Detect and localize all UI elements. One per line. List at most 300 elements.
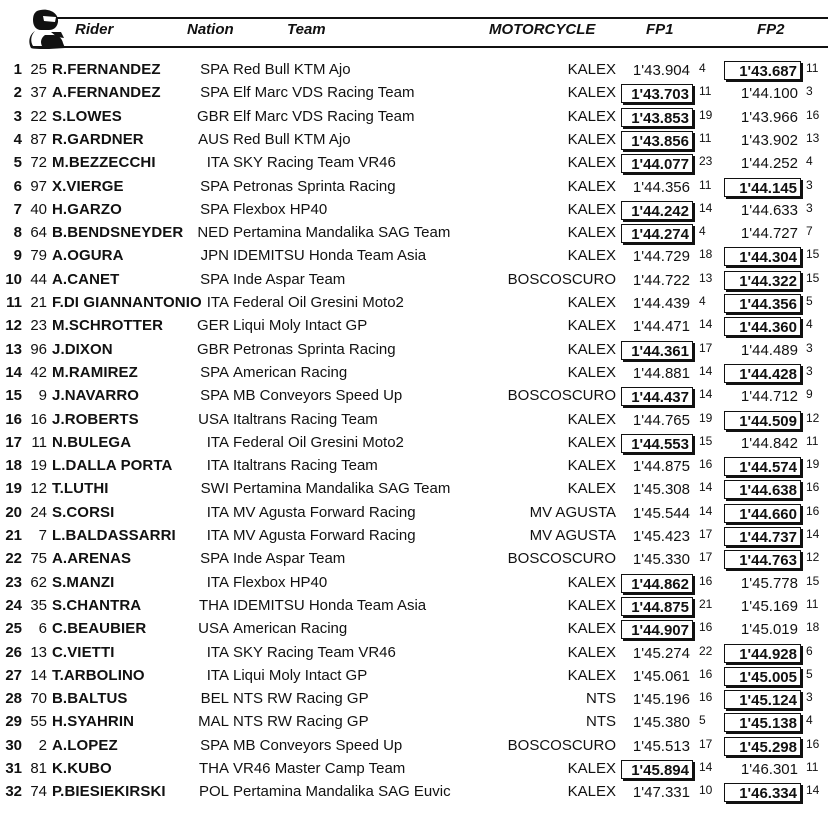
fp1-time-cell: 1'43.703	[621, 84, 693, 103]
fp2-laps-cell: 11	[806, 433, 819, 448]
table-row	[0, 523, 828, 546]
position-cell: 12	[5, 317, 22, 335]
fp1-laps-cell: 14	[699, 503, 713, 518]
position-cell: 29	[5, 713, 22, 731]
motorcycle-cell: KALEX	[567, 317, 616, 335]
fp1-laps-cell: 14	[699, 387, 713, 402]
fp1-laps-cell: 11	[699, 177, 712, 192]
fp2-laps-cell: 9	[806, 387, 813, 402]
table-row	[0, 267, 828, 290]
fp1-time-cell: 1'43.853	[621, 108, 693, 127]
position-cell: 5	[13, 154, 22, 172]
header-fp2: FP2	[757, 21, 785, 38]
fp2-laps-cell: 18	[806, 620, 820, 635]
nation-cell: SPA	[200, 200, 229, 218]
fp2-laps-cell: 3	[806, 340, 813, 355]
fp1-time-cell: 1'45.544	[632, 504, 690, 522]
team-cell: Italtrans Racing Team	[233, 457, 378, 475]
rider-number-cell: 79	[30, 247, 47, 265]
team-cell: Inde Aspar Team	[233, 270, 346, 288]
fp2-time-cell: 1'45.778	[740, 574, 798, 592]
table-row	[0, 640, 828, 663]
position-cell: 23	[5, 573, 22, 591]
table-row	[0, 476, 828, 499]
nation-cell: ITA	[206, 666, 229, 684]
position-cell: 19	[5, 480, 22, 498]
team-cell: Flexbox HP40	[233, 200, 328, 218]
table-row	[0, 616, 828, 639]
motorcycle-cell: KALEX	[567, 480, 616, 498]
fp1-time-cell: 1'44.875	[621, 597, 693, 616]
table-row	[0, 57, 828, 80]
motorcycle-cell: KALEX	[567, 620, 616, 638]
fp2-time-cell: 1'45.005	[724, 667, 801, 686]
rider-number-cell: 24	[30, 503, 47, 521]
team-cell: Inde Aspar Team	[233, 550, 346, 568]
rider-number-cell: 35	[30, 596, 47, 614]
team-cell: MV Agusta Forward Racing	[233, 527, 416, 544]
rider-number-cell: 22	[30, 107, 47, 125]
position-cell: 20	[5, 503, 22, 521]
position-cell: 1	[13, 61, 22, 78]
rider-number-cell: 97	[30, 177, 47, 195]
rider-number-cell: 6	[38, 620, 47, 638]
motorcycle-cell: KALEX	[567, 294, 616, 311]
nation-cell: NED	[197, 224, 229, 242]
fp1-laps-cell: 17	[699, 340, 713, 355]
fp1-time-cell: 1'45.330	[632, 551, 690, 569]
fp1-laps-cell: 18	[699, 247, 713, 262]
table-row	[0, 500, 828, 523]
table-row	[0, 663, 828, 686]
header-rider: Rider	[75, 21, 114, 38]
fp1-laps-cell: 23	[699, 154, 713, 169]
team-cell: Italtrans Racing Team	[233, 410, 378, 428]
fp1-time-cell: 1'44.875	[632, 458, 690, 476]
fp1-time-cell: 1'45.423	[632, 528, 690, 545]
fp1-time-cell: 1'44.722	[632, 271, 690, 289]
position-cell: 6	[13, 177, 22, 195]
position-cell: 31	[5, 760, 22, 777]
fp1-time-cell: 1'45.380	[632, 714, 690, 732]
fp2-time-cell: 1'44.928	[724, 644, 801, 663]
fp2-time-cell: 1'43.687	[724, 61, 801, 80]
fp1-laps-cell: 14	[699, 760, 713, 774]
position-cell: 22	[5, 550, 22, 568]
team-cell: MB Conveyors Speed Up	[233, 387, 403, 405]
fp1-laps-cell: 4	[699, 61, 706, 75]
fp1-time-cell: 1'43.904	[632, 62, 690, 79]
motorcycle-cell: KALEX	[567, 596, 616, 614]
rider-number-cell: 25	[30, 61, 47, 78]
team-cell: Elf Marc VDS Racing Team	[233, 107, 415, 125]
table-row	[0, 453, 828, 476]
rider-name-cell: R.FERNANDEZ	[52, 61, 161, 78]
fp2-time-cell: 1'45.298	[724, 737, 801, 756]
fp1-time-cell: 1'44.437	[621, 387, 693, 406]
team-cell: Flexbox HP40	[233, 573, 328, 591]
fp1-time-cell: 1'45.894	[621, 760, 693, 779]
rider-name-cell: M.SCHROTTER	[52, 317, 164, 335]
position-cell: 32	[5, 783, 22, 801]
motorcycle-cell: KALEX	[567, 457, 616, 475]
fp2-laps-cell: 3	[806, 363, 813, 378]
fp2-time-cell: 1'44.737	[724, 527, 801, 546]
rider-name-cell: F.DI GIANNANTONIO	[52, 294, 202, 311]
fp2-laps-cell: 3	[806, 177, 813, 192]
fp1-laps-cell: 5	[699, 713, 706, 728]
motorcycle-cell: KALEX	[567, 247, 616, 265]
rider-name-cell: L.BALDASSARRI	[52, 527, 176, 544]
fp1-laps-cell: 10	[699, 783, 713, 798]
fp2-laps-cell: 16	[806, 107, 820, 122]
nation-cell: THA	[199, 760, 229, 777]
fp2-time-cell: 1'44.509	[724, 411, 801, 430]
fp2-laps-cell: 16	[806, 480, 820, 495]
team-cell: Pertamina Mandalika SAG Team	[233, 224, 451, 242]
rider-number-cell: 16	[30, 410, 47, 428]
rider-number-cell: 37	[30, 84, 47, 102]
fp2-time-cell: 1'45.169	[740, 597, 798, 615]
rider-number-cell: 9	[38, 387, 47, 405]
nation-cell: ITA	[206, 457, 229, 475]
fp1-laps-cell: 15	[699, 433, 713, 448]
nation-cell: SPA	[200, 177, 229, 195]
motorcycle-cell: KALEX	[567, 130, 616, 148]
rider-name-cell: T.LUTHI	[52, 480, 109, 498]
table-row	[0, 593, 828, 616]
motorcycle-cell: KALEX	[567, 760, 616, 777]
nation-cell: SPA	[200, 736, 229, 754]
team-cell: Pertamina Mandalika SAG Team	[233, 480, 451, 498]
table-row	[0, 570, 828, 593]
position-cell: 7	[13, 200, 22, 218]
fp1-time-cell: 1'44.729	[632, 248, 690, 266]
fp1-laps-cell: 17	[699, 736, 713, 751]
header-bottom-rule	[38, 46, 828, 48]
team-cell: MB Conveyors Speed Up	[233, 736, 403, 754]
nation-cell: SPA	[200, 550, 229, 568]
fp2-time-cell: 1'45.138	[724, 713, 801, 732]
nation-cell: SPA	[200, 61, 229, 78]
nation-cell: USA	[198, 410, 229, 428]
nation-cell: ITA	[206, 433, 229, 451]
fp1-laps-cell: 19	[699, 410, 713, 425]
motorcycle-cell: KALEX	[567, 154, 616, 172]
fp1-laps-cell: 16	[699, 690, 713, 705]
nation-cell: POL	[198, 783, 229, 801]
fp2-laps-cell: 4	[806, 154, 813, 169]
team-cell: Liqui Moly Intact GP	[233, 666, 368, 684]
motorcycle-cell: BOSCOSCURO	[507, 736, 616, 754]
rider-number-cell: 74	[30, 783, 47, 801]
fp1-laps-cell: 14	[699, 363, 713, 378]
table-row	[0, 756, 828, 779]
fp1-time-cell: 1'45.274	[632, 644, 690, 662]
rider-name-cell: A.FERNANDEZ	[52, 84, 161, 102]
motorcycle-cell: KALEX	[567, 666, 616, 684]
fp2-time-cell: 1'44.633	[740, 201, 798, 219]
fp2-laps-cell: 3	[806, 690, 813, 705]
rider-name-cell: M.RAMIREZ	[52, 363, 138, 381]
fp2-laps-cell: 12	[806, 410, 820, 425]
rider-name-cell: M.BEZZECCHI	[52, 154, 156, 172]
rider-number-cell: 44	[30, 270, 47, 288]
fp2-time-cell: 1'44.322	[724, 271, 801, 290]
fp2-laps-cell: 15	[806, 247, 820, 262]
fp2-time-cell: 1'44.574	[724, 457, 801, 476]
nation-cell: USA	[198, 620, 229, 638]
position-cell: 4	[13, 130, 22, 148]
nation-cell: ITA	[206, 573, 229, 591]
table-row	[0, 709, 828, 732]
nation-cell: ITA	[206, 154, 229, 172]
nation-cell: SPA	[200, 363, 229, 381]
rider-number-cell: 42	[30, 363, 47, 381]
fp1-laps-cell: 14	[699, 317, 713, 332]
rider-name-cell: S.CHANTRA	[52, 596, 142, 614]
motorcycle-cell: MV AGUSTA	[529, 503, 616, 521]
rider-name-cell: A.ARENAS	[52, 550, 132, 568]
motorcycle-cell: KALEX	[567, 107, 616, 125]
position-cell: 28	[5, 690, 22, 708]
fp2-laps-cell: 7	[806, 224, 813, 239]
fp1-laps-cell: 16	[699, 457, 713, 472]
fp1-laps-cell: 11	[699, 84, 712, 99]
motorcycle-cell: KALEX	[567, 200, 616, 218]
nation-cell: THA	[199, 596, 229, 614]
motorcycle-cell: BOSCOSCURO	[507, 387, 616, 405]
position-cell: 18	[5, 457, 22, 475]
team-cell: American Racing	[233, 363, 348, 381]
team-cell: IDEMITSU Honda Team Asia	[233, 247, 427, 265]
fp2-time-cell: 1'43.902	[740, 131, 798, 149]
fp1-time-cell: 1'44.242	[621, 201, 693, 220]
motorcycle-cell: KALEX	[567, 224, 616, 242]
fp1-laps-cell: 17	[699, 550, 713, 565]
rider-number-cell: 23	[30, 317, 47, 335]
rider-number-cell: 96	[30, 340, 47, 358]
position-cell: 8	[13, 224, 22, 242]
table-row	[0, 779, 828, 802]
position-cell: 27	[5, 666, 22, 684]
position-cell: 26	[5, 643, 22, 661]
fp1-laps-cell: 22	[699, 643, 713, 658]
fp2-laps-cell: 4	[806, 317, 813, 332]
fp2-laps-cell: 11	[806, 760, 819, 774]
rider-number-cell: 19	[30, 457, 47, 475]
fp1-time-cell: 1'44.439	[632, 295, 690, 312]
nation-cell: SWI	[200, 480, 229, 498]
rider-name-cell: K.KUBO	[52, 760, 112, 777]
fp1-time-cell: 1'44.077	[621, 154, 693, 173]
rider-number-cell: 2	[38, 736, 47, 754]
fp1-laps-cell: 16	[699, 573, 713, 588]
fp1-time-cell: 1'44.356	[632, 178, 690, 196]
table-row	[0, 127, 828, 150]
fp2-time-cell: 1'44.638	[724, 480, 801, 499]
motorcycle-cell: KALEX	[567, 61, 616, 78]
fp2-time-cell: 1'44.660	[724, 504, 801, 523]
rider-number-cell: 13	[30, 643, 47, 661]
team-cell: NTS RW Racing GP	[233, 690, 369, 708]
nation-cell: GBR	[197, 340, 230, 358]
fp2-laps-cell: 16	[806, 736, 820, 751]
table-row	[0, 407, 828, 430]
fp1-time-cell: 1'44.765	[632, 411, 690, 429]
rider-name-cell: J.NAVARRO	[52, 387, 140, 405]
fp1-time-cell: 1'44.471	[632, 318, 690, 336]
rider-number-cell: 81	[30, 760, 47, 777]
table-row	[0, 220, 828, 243]
fp1-laps-cell: 16	[699, 666, 713, 681]
rider-name-cell: A.LOPEZ	[52, 736, 118, 754]
fp2-laps-cell: 6	[806, 643, 813, 658]
rider-name-cell: A.OGURA	[52, 247, 124, 265]
table-row	[0, 686, 828, 709]
fp2-laps-cell: 4	[806, 713, 813, 728]
team-cell: VR46 Master Camp Team	[233, 760, 406, 777]
nation-cell: GBR	[197, 107, 230, 125]
motorcycle-cell: MV AGUSTA	[529, 527, 616, 544]
fp2-time-cell: 1'44.489	[740, 341, 798, 359]
header-motorcycle: MOTORCYCLE	[489, 21, 596, 38]
table-row	[0, 733, 828, 756]
rider-number-cell: 7	[38, 527, 47, 544]
position-cell: 24	[5, 596, 22, 614]
rider-number-cell: 21	[30, 294, 47, 311]
fp2-laps-cell: 11	[806, 61, 819, 75]
position-cell: 16	[5, 410, 22, 428]
rider-number-cell: 14	[30, 666, 47, 684]
nation-cell: SPA	[200, 270, 229, 288]
rider-name-cell: S.MANZI	[52, 573, 115, 591]
fp2-laps-cell: 5	[806, 294, 813, 308]
rider-number-cell: 87	[30, 130, 47, 148]
fp2-time-cell: 1'44.356	[724, 294, 801, 313]
motorcycle-cell: KALEX	[567, 573, 616, 591]
rider-name-cell: T.ARBOLINO	[52, 666, 145, 684]
team-cell: NTS RW Racing GP	[233, 713, 369, 731]
fp2-laps-cell: 15	[806, 270, 820, 285]
fp1-time-cell: 1'44.553	[621, 434, 693, 453]
motorcycle-cell: NTS	[586, 690, 616, 708]
fp1-time-cell: 1'44.274	[621, 224, 693, 243]
fp1-time-cell: 1'44.907	[621, 620, 693, 639]
table-row	[0, 150, 828, 173]
fp2-time-cell: 1'44.360	[724, 317, 801, 336]
fp2-time-cell: 1'44.100	[740, 85, 798, 103]
fp2-time-cell: 1'45.019	[740, 621, 798, 639]
position-cell: 11	[6, 294, 22, 311]
fp2-time-cell: 1'44.252	[740, 155, 798, 173]
motorcycle-cell: BOSCOSCURO	[507, 270, 616, 288]
team-cell: IDEMITSU Honda Team Asia	[233, 596, 427, 614]
rider-name-cell: L.DALLA PORTA	[52, 457, 173, 475]
rider-number-cell: 40	[30, 200, 47, 218]
position-cell: 14	[5, 363, 22, 381]
motorcycle-cell: KALEX	[567, 84, 616, 102]
rider-name-cell: H.SYAHRIN	[52, 713, 135, 731]
table-row	[0, 360, 828, 383]
table-row	[0, 80, 828, 103]
fp2-laps-cell: 19	[806, 457, 820, 472]
rider-name-cell: P.BIESIEKIRSKI	[52, 783, 166, 801]
fp2-laps-cell: 3	[806, 200, 813, 215]
rider-number-cell: 64	[30, 224, 47, 242]
table-row	[0, 313, 828, 336]
table-row	[0, 174, 828, 197]
rider-name-cell: C.BEAUBIER	[52, 620, 147, 638]
team-cell: Federal Oil Gresini Moto2	[233, 433, 404, 451]
nation-cell: SPA	[200, 387, 229, 405]
nation-cell: ITA	[206, 294, 229, 311]
fp1-time-cell: 1'45.196	[632, 691, 690, 709]
nation-cell: GER	[197, 317, 230, 335]
fp1-time-cell: 1'44.881	[632, 364, 690, 382]
position-cell: 17	[5, 433, 22, 451]
nation-cell: ITA	[206, 527, 229, 544]
fp2-time-cell: 1'44.712	[740, 388, 798, 406]
position-cell: 13	[5, 340, 22, 358]
team-cell: Red Bull KTM Ajo	[233, 130, 351, 148]
fp2-time-cell: 1'44.145	[724, 178, 801, 197]
table-row	[0, 430, 828, 453]
rider-name-cell: B.BALTUS	[52, 690, 128, 708]
rider-name-cell: R.GARDNER	[52, 130, 144, 148]
fp1-time-cell: 1'45.513	[632, 737, 690, 755]
header-nation: Nation	[187, 21, 234, 38]
fp1-laps-cell: 4	[699, 224, 706, 239]
rider-name-cell: C.VIETTI	[52, 643, 115, 661]
fp1-laps-cell: 16	[699, 620, 713, 635]
fp1-time-cell: 1'44.361	[621, 341, 693, 360]
position-cell: 21	[5, 527, 22, 544]
rider-name-cell: H.GARZO	[52, 200, 122, 218]
position-cell: 30	[5, 736, 22, 754]
nation-cell: SPA	[200, 84, 229, 102]
table-row	[0, 383, 828, 406]
team-cell: Liqui Moly Intact GP	[233, 317, 368, 335]
table-row	[0, 546, 828, 569]
fp2-laps-cell: 16	[806, 503, 820, 518]
motorcycle-cell: KALEX	[567, 433, 616, 451]
rider-number-cell: 55	[30, 713, 47, 731]
position-cell: 9	[13, 247, 22, 265]
rider-name-cell: B.BENDSNEYDER	[52, 224, 184, 242]
fp2-laps-cell: 14	[806, 783, 820, 798]
team-cell: Federal Oil Gresini Moto2	[233, 294, 404, 311]
rider-number-cell: 72	[30, 154, 47, 172]
fp1-laps-cell: 14	[699, 200, 713, 215]
rider-number-cell: 11	[31, 433, 47, 451]
fp2-laps-cell: 3	[806, 84, 813, 99]
header-top-rule	[38, 17, 828, 19]
position-cell: 3	[13, 107, 22, 125]
fp1-laps-cell: 4	[699, 294, 706, 308]
motorcycle-cell: NTS	[586, 713, 616, 731]
rider-number-cell: 12	[30, 480, 47, 498]
nation-cell: ITA	[206, 643, 229, 661]
table-row	[0, 337, 828, 360]
team-cell: SKY Racing Team VR46	[233, 154, 396, 172]
motorcycle-cell: KALEX	[567, 363, 616, 381]
team-cell: Pertamina Mandalika SAG Euvic	[233, 783, 451, 801]
rider-name-cell: A.CANET	[52, 270, 120, 288]
nation-cell: MAL	[198, 713, 229, 731]
table-row	[0, 290, 828, 313]
fp2-laps-cell: 15	[806, 573, 820, 588]
